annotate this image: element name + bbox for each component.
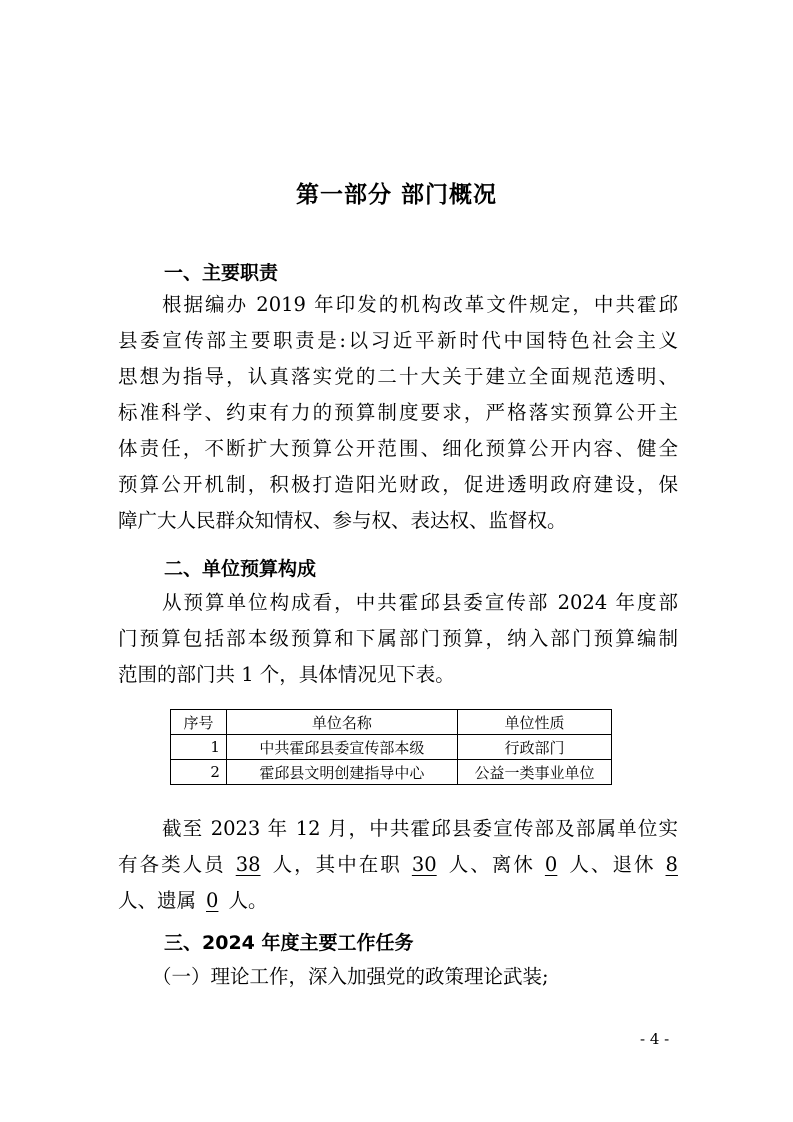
table-row <box>171 735 612 760</box>
table-cell: 行政部门 <box>457 735 611 760</box>
section-heading-main-tasks: 三、2024 年度主要工作任务 <box>164 932 414 954</box>
paragraph-line: 体责任，不断扩大预算公开范围、细化预算公开内容、健全 <box>118 437 678 460</box>
staff-retired-value: 8 <box>665 853 678 876</box>
table-header-cell: 单位性质 <box>457 710 611 735</box>
staff-total-value: 38 <box>235 853 261 876</box>
paragraph-line: 县委宣传部主要职责是:以习近平新时代中国特色社会主义 <box>118 329 678 352</box>
paragraph-line: 思想为指导，认真落实党的二十大关于建立全面规范透明、 <box>118 365 678 388</box>
table-cell: 公益一类事业单位 <box>457 760 611 785</box>
table-header-row <box>171 710 612 735</box>
paragraph-line: 障广大人民群众知情权、参与权、表达权、监督权。 <box>118 509 567 532</box>
paragraph-line: 从预算单位构成看，中共霍邱县委宣传部 2024 年度部 <box>162 591 678 614</box>
paragraph-line: 范围的部门共 1 个，具体情况见下表。 <box>118 663 455 686</box>
page-number: - 4 - <box>640 1030 670 1048</box>
section-heading-main-duties: 一、主要职责 <box>164 262 279 284</box>
staff-active-value: 30 <box>411 853 437 876</box>
paragraph-line: 门预算包括部本级预算和下属部门预算，纳入部门预算编制 <box>118 627 678 650</box>
table-row <box>171 760 612 785</box>
staff-survivors-value: 0 <box>206 889 219 912</box>
staff-retired-cadre-value: 0 <box>544 853 558 876</box>
section-heading-budget-composition: 二、单位预算构成 <box>164 558 317 580</box>
staff-count-line <box>118 886 678 916</box>
staff-count-line <box>118 850 678 880</box>
staff-text: 人、离休 <box>446 853 535 876</box>
table-header-cell: 序号 <box>171 710 227 735</box>
table-cell: 中共霍邱县委宣传部本级 <box>226 735 457 760</box>
paragraph-line: 标准科学、约束有力的预算制度要求，严格落实预算公开主 <box>118 401 678 424</box>
table-cell: 2 <box>171 760 227 785</box>
staff-text: 人、遗属 <box>118 889 197 912</box>
page-title: 第一部分 部门概况 <box>295 182 497 208</box>
staff-text: 人。 <box>228 889 268 912</box>
table-cell: 霍邱县文明创建指导中心 <box>226 760 457 785</box>
paragraph-line: （一）理论工作，深入加强党的政策理论武装; <box>152 965 549 988</box>
table-cell: 1 <box>171 735 227 760</box>
paragraph-line: 根据编办 2019 年印发的机构改革文件规定，中共霍邱 <box>162 293 678 316</box>
table-header-cell: 单位名称 <box>226 710 457 735</box>
staff-text: 人，其中在职 <box>270 853 402 876</box>
staff-text: 有各类人员 <box>118 853 226 876</box>
units-table <box>170 709 612 785</box>
paragraph-line: 预算公开机制，积极打造阳光财政，促进透明政府建设，保 <box>118 473 678 496</box>
staff-text: 人、退休 <box>567 853 656 876</box>
paragraph-line: 截至 2023 年 12 月，中共霍邱县委宣传部及部属单位实 <box>162 817 678 840</box>
